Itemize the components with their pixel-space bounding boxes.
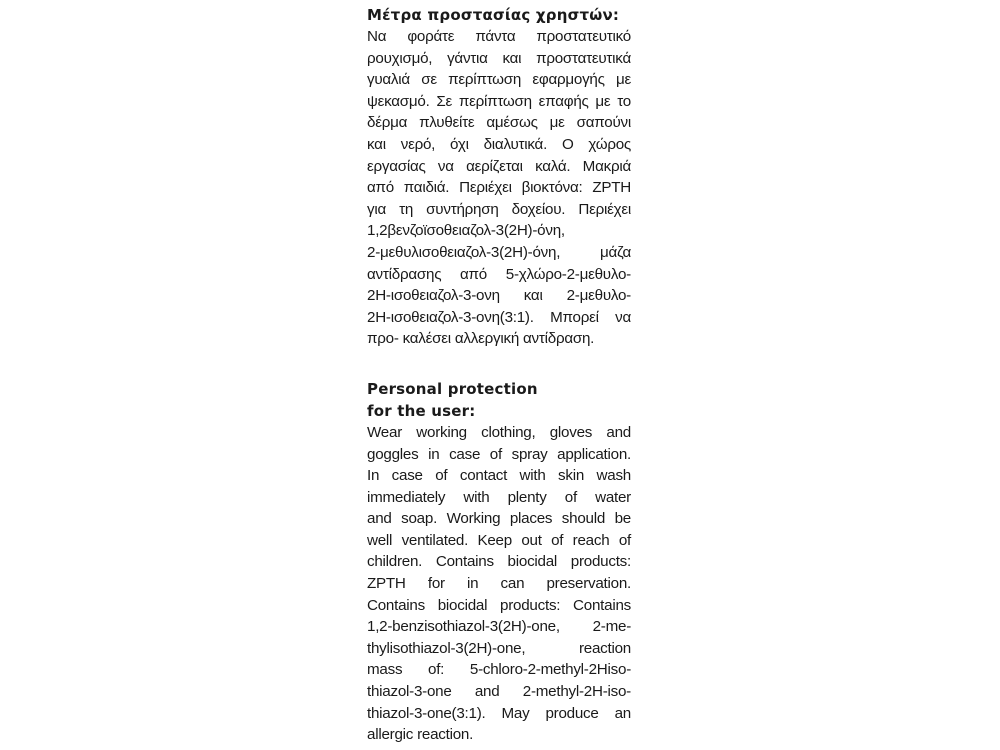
safety-text-column bbox=[367, 4, 631, 746]
english-heading-line: for the user: bbox=[367, 401, 476, 420]
english-line: In case of contact with skin wash bbox=[367, 467, 631, 485]
english-line: mass of: 5-chloro-2-methyl-2Hiso- bbox=[367, 661, 631, 679]
greek-heading-line: Μέτρα προστασίας χρηστών: bbox=[367, 6, 620, 24]
greek-line: Να φοράτε πάντα προστατευτικό bbox=[367, 28, 631, 45]
greek-line: από παιδιά. Περιέχει βιοκτόνα: ZPTH bbox=[367, 179, 631, 197]
greek-line: προ- καλέσει αλλεργική αντίδραση. bbox=[367, 330, 595, 348]
english-line: thylisothiazol-3(2H)-one, reaction bbox=[367, 639, 631, 657]
english-line: children. Contains biocidal products: bbox=[367, 553, 631, 571]
english-body bbox=[367, 422, 631, 746]
greek-heading bbox=[367, 4, 631, 26]
greek-body bbox=[367, 26, 631, 350]
english-line: 1,2-benzisothiazol-3(2H)-one, 2-me- bbox=[367, 618, 631, 636]
greek-line: δέρμα πλυθείτε αμέσως με σαπούνι bbox=[367, 114, 631, 132]
greek-line: για τη συντήρηση δοχείου. Περιέχει bbox=[367, 200, 631, 218]
english-line: thiazol-3-one and 2-methyl-2H-iso- bbox=[367, 683, 631, 701]
greek-line: 2Η-ισοθειαζολ-3-ονη και 2-μεθυλο- bbox=[367, 287, 631, 305]
english-line: Wear working clothing, gloves and bbox=[367, 423, 631, 441]
section-divider-space bbox=[367, 350, 631, 378]
english-line: goggles in case of spray application. bbox=[367, 445, 631, 463]
english-line: immediately with plenty of water bbox=[367, 488, 631, 506]
english-line: well ventilated. Keep out of reach of bbox=[367, 531, 631, 549]
english-section bbox=[367, 378, 631, 746]
english-heading bbox=[367, 378, 631, 422]
greek-line: 1,2βενζοϊσοθειαζολ-3(2Η)-όνη, bbox=[367, 222, 565, 240]
greek-line: αντίδρασης από 5-χλώρο-2-μεθυλο- bbox=[367, 265, 631, 283]
greek-line: και νερό, όχι διαλυτικά. Ο χώρος bbox=[367, 135, 631, 153]
english-line: Contains biocidal products: Contains bbox=[367, 596, 631, 614]
greek-line: 2-μεθυλισοθειαζολ-3(2Η)-όνη, μάζα bbox=[367, 243, 631, 261]
english-line: thiazol-3-one(3:1). May produce an bbox=[367, 704, 631, 722]
greek-line: 2Η-ισοθειαζολ-3-ονη(3:1). Μπορεί να bbox=[367, 308, 631, 326]
english-line: allergic reaction. bbox=[367, 726, 474, 744]
greek-line: ρουχισμό, γάντια και προστατευτικά bbox=[367, 49, 631, 67]
english-line: and soap. Working places should be bbox=[367, 510, 631, 528]
greek-line: ψεκασμό. Σε περίπτωση επαφής με το bbox=[367, 92, 631, 110]
english-heading-line: Personal protection bbox=[367, 379, 538, 398]
english-line: ZPTH for in can preservation. bbox=[367, 575, 631, 593]
greek-section bbox=[367, 4, 631, 350]
greek-line: γυαλιά σε περίπτωση εφαρμογής με bbox=[367, 71, 631, 89]
greek-line: εργασίας να αερίζεται καλά. Μακριά bbox=[367, 157, 631, 175]
